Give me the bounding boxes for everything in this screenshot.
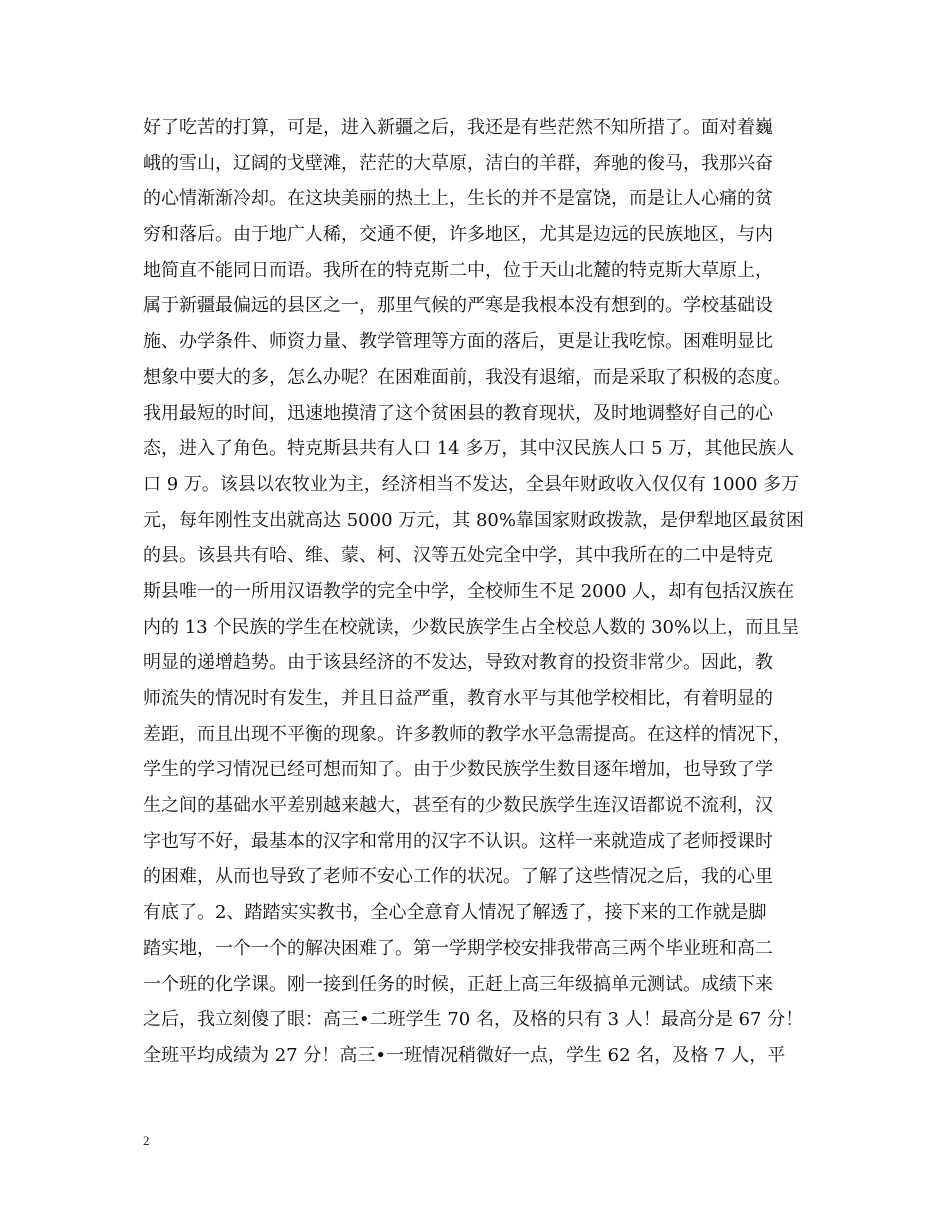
text-line-13: 的县。该县共有哈、维、蒙、柯、汉等五处完全中学，其中我所在的二中是特克 [143,545,773,567]
text-line-26: 之后，我立刻傻了眼：高三•二班学生 70 名，及格的只有 3 人！最高分是 67 分！ [143,1009,804,1031]
text-line-8: 想象中要大的多，怎么办呢？在困难面前，我没有退缩，而是采取了积极的态度。 [143,366,791,388]
text-line-10: 态，进入了角色。特克斯县共有人口 14 多万，其中汉民族人口 5 万，其他民族人 [143,438,795,460]
text-line-22: 的困难，从而也导致了老师不安心工作的状况。了解了这些情况之后，我的心里 [143,866,773,888]
text-line-7: 施、办学条件、师资力量、教学管理等方面的落后，更是让我吃惊。困难明显比 [143,331,773,353]
text-line-27: 全班平均成绩为 27 分！高三•一班情况稍微好一点，学生 62 名，及格 7 人，平 [143,1044,786,1066]
text-line-14: 斯县唯一的一所用汉语教学的完全中学，全校师生不足 2000 人，却有包括汉族在 [143,580,795,602]
text-line-17: 师流失的情况时有发生，并且日益严重，教育水平与其他学校相比，有着明显的 [143,688,773,709]
text-line-20: 生之间的基础水平差别越来越大，甚至有的少数民族学生连汉语都说不流利，汉 [143,795,773,817]
text-line-19: 学生的学习情况已经可想而知了。由于少数民族学生数目逐年增加，也导致了学 [143,759,773,781]
text-line-1: 好了吃苦的打算，可是，进入新疆之后，我还是有些茫然不知所措了。面对着巍 [143,117,773,138]
text-line-9: 我用最短的时间，迅速地摸清了这个贫困县的教育现状，及时地调整好自己的心 [143,402,773,424]
text-line-25: 一个班的化学课。刚一接到任务的时候，正赶上高三年级搞单元测试。成绩下来 [143,973,773,995]
text-line-6: 属于新疆最偏远的县区之一，那里气候的严寒是我根本没有想到的。学校基础设 [143,295,773,317]
body-text [143,110,823,1074]
text-line-21: 字也写不好，最基本的汉字和常用的汉字不认识。这样一来就造成了老师授课时 [143,830,773,852]
text-line-16: 明显的递增趋势。由于该县经济的不发达，导致对教育的投资非常少。因此，教 [143,652,773,674]
text-line-23: 有底了。2、踏踏实实教书，全心全意育人情况了解透了，接下来的工作就是脚 [143,902,767,924]
text-line-12: 元，每年刚性支出就高达 5000 万元，其 80%靠国家财政拨款，是伊犁地区最贫困 [143,509,804,531]
text-line-18: 差距，而且出现不平衡的现象。许多教师的教学水平急需提高。在这样的情况下， [143,723,791,745]
text-line-5: 地简直不能同日而语。我所在的特克斯二中，位于天山北麓的特克斯大草原上， [143,259,773,281]
text-line-24: 踏实地，一个一个的解决困难了。第一学期学校安排我带高三两个毕业班和高二 [143,937,773,959]
text-line-2: 峨的雪山，辽阔的戈壁滩，茫茫的大草原，洁白的羊群，奔驰的俊马，我那兴奋 [143,152,773,174]
page-number: 2 [143,1133,150,1148]
text-line-15: 内的 13 个民族的学生在校就读，少数民族学生占全校总人数的 30%以上，而且呈 [143,616,800,638]
text-line-3: 的心情渐渐冷却。在这块美丽的热土上，生长的并不是富饶，而是让人心痛的贫 [143,188,773,210]
text-line-11: 口 9 万。该县以农牧业为主，经济相当不发达，全县年财政收入仅仅有 1000 多万 [143,473,800,495]
text-line-4: 穷和落后。由于地广人稀，交通不便，许多地区，尤其是边远的民族地区，与内 [143,224,773,246]
